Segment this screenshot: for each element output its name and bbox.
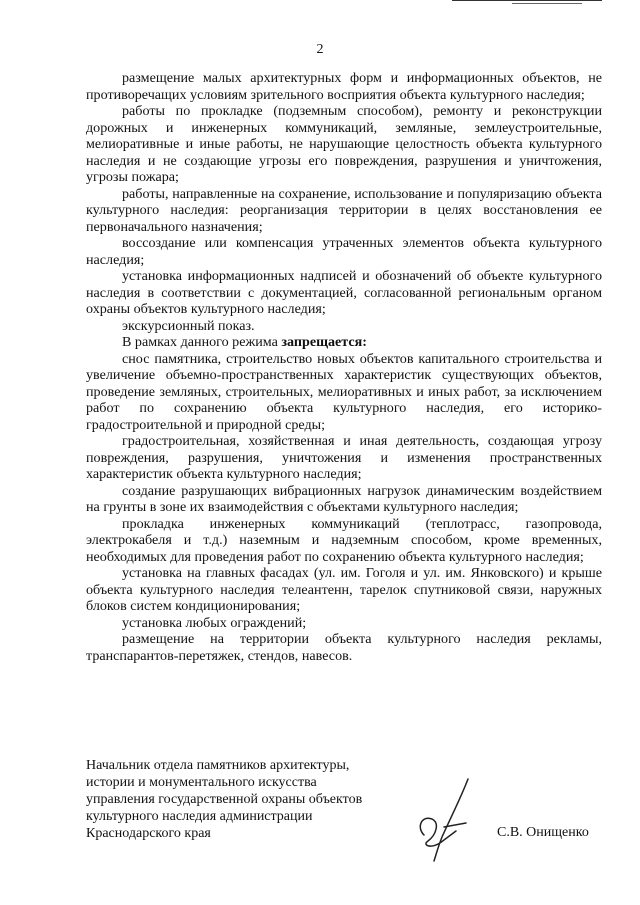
top-edge-mark	[452, 0, 602, 13]
position-line: культурного наследия администрации	[86, 809, 313, 824]
document-body	[86, 70, 602, 664]
position-line: управления государственной охраны объектов	[86, 792, 363, 807]
prohibited-item: создание разрушающих вибрационных нагрузок динамическим воздействием на грунты в зоне их взаимодействия с объектами культурного наследия;	[86, 482, 602, 515]
prohibited-item: прокладка инженерных коммуникаций (теплотрасс, газопровода, электрокабеля и т.д.) наземным и надземным способом, кроме временных, необходимых для проведения работ по сохранению объекта культурного наследия;	[86, 515, 602, 565]
prohibited-item: размещение на территории объекта культурного наследия рекламы, транспарантов-перетяжек, стендов, навесов.	[86, 631, 602, 664]
prohibited-item: снос памятника, строительство новых объектов капитального строительства и увеличение объемно-пространственных характеристик существующих объектов, проведение земляных, строительных, мелиоративных и иных работ, за исключением работ по сохранению объекта культурного наследия, его историко-градостроительной и природной среды;	[86, 350, 602, 433]
prohibited-item: установка любых ограждений;	[122, 614, 307, 631]
position-line: истории и монументального искусства	[86, 775, 317, 790]
position-line: Краснодарского края	[86, 826, 211, 841]
prohibited-item: градостроительная, хозяйственная и иная деятельность, создающая угрозу повреждения, разрушения, уничтожения и изменения пространственных характеристик объекта культурного наследия;	[86, 433, 602, 482]
paragraph: установка информационных надписей и обозначений об объекте культурного наследия в соответствии с документацией, согласованной региональным органом охраны объектов культурного наследия;	[86, 268, 602, 317]
prohibited-intro: В рамках данного режима	[122, 334, 282, 350]
prohibited-bold: запрещается:	[281, 334, 367, 350]
page-number: 2	[316, 42, 324, 57]
prohibited-item: установка на главных фасадах (ул. им. Гоголя и ул. им. Янковского) и крыше объекта культурного наследия телеантенн, тарелок спутниковой связи, наружных блоков систем кондиционирования;	[86, 565, 602, 614]
paragraph: воссоздание или компенсация утраченных элементов объекта культурного наследия;	[86, 235, 602, 268]
paragraph: экскурсионный показ.	[122, 317, 255, 334]
paragraph: работы, направленные на сохранение, использование и популяризацию объекта культурного наследия: реорганизация территории в целях восстановления ее первоначального назначения;	[86, 185, 602, 235]
prohibited-heading	[86, 334, 602, 351]
position-line: Начальник отдела памятников архитектуры,	[86, 758, 350, 773]
paragraph: работы по прокладке (подземным способом), ремонту и реконструкции дорожных и инженерных коммуникаций, земляные, землеустроительные, мелиоративные и иные работы, не нарушающие целостность объекта культурного наследия и не создающие угрозы его повреждения, разрушения и уничтожения, угрозы пожара;	[86, 103, 602, 185]
paragraph: размещение малых архитектурных форм и информационных объектов, не противоречащих условиям зрительного восприятия объекта культурного наследия;	[86, 70, 602, 103]
signatory-name: С.В. Онищенко	[497, 825, 589, 840]
handwritten-signature	[410, 775, 480, 865]
signatory-position	[86, 757, 386, 842]
